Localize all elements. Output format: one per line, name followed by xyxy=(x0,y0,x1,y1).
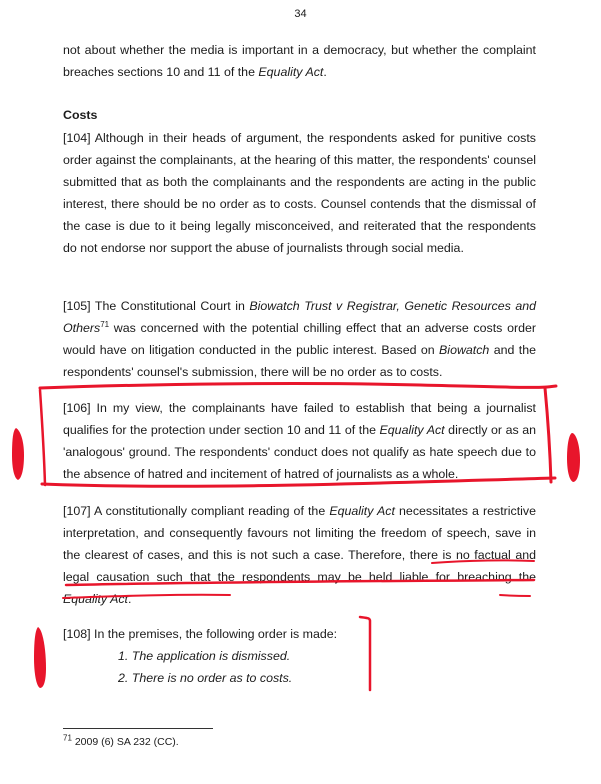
footnote-ref: 71 xyxy=(100,319,110,329)
annotation-box-left xyxy=(40,390,45,485)
annotation-underline-107a xyxy=(432,560,534,563)
order-item-1: 1. The application is dismissed. xyxy=(118,649,291,663)
annotation-mark-left-108 xyxy=(34,627,46,688)
annotation-box-right xyxy=(545,388,551,482)
annotation-mark-right-106 xyxy=(567,433,580,482)
paragraph-105: [105] The Constitutional Court in Biowatch Trust v Registrar, Genetic Resources and Others$^{71}$ was concerned with the potential chilling effect that an adverse costs order would have on litigation conducted in the public interest. Based on Biowatch and the respondents' counsel's submission, there will be no order as to costs. xyxy=(63,299,536,379)
annotation-bracket-108 xyxy=(360,617,370,690)
annotation-underline-107d xyxy=(500,595,530,596)
order-item-2: 2. There is no order as to costs. xyxy=(118,671,293,685)
page-number: 34 xyxy=(294,8,307,20)
annotation-box-bottom xyxy=(42,478,555,486)
order-intro: [108] In the premises, the following order is made: xyxy=(63,627,338,641)
paragraph-106: [106] In my view, the complainants have failed to establish that being a journalist qualifies for the protection under section 10 and 11 of the Equality Act directly or as an 'analogous' ground. The respondents' conduct does not qualify as hate speech due to the absence of hatred and incitement of hatred of journalists as a whole. xyxy=(63,401,536,481)
paragraph-104: [104] Although in their heads of argument, the respondents asked for punitive costs order against the complainants, at the hearing of this matter, the respondents' counsel submitted that as both the complainants and the respondents are acting in the public interest, there should be no order as to costs. Counsel contends that the dismissal of the case is due to it being legally misconceived, and reiterated that the respondents do not endorse nor support the abuse of journalists through social media. xyxy=(63,131,536,255)
annotation-underline-107c xyxy=(63,595,230,598)
costs-heading: Costs xyxy=(63,108,98,122)
annotation-box-top xyxy=(40,384,556,388)
annotation-mark-left-106 xyxy=(12,428,24,480)
annotation-underline-107b xyxy=(66,580,534,585)
footnote-71: $^{71}$ 2009 (6) SA 232 (CC). xyxy=(63,733,179,748)
paragraph-107: [107] A constitutionally compliant reading of the Equality Act necessitates a restrictive interpretation, and consequently favours not limiting the freedom of speech, save in the clearest of cases, and this is not such a case. Therefore, there is no factual and legal causation such that the respondents may be held liable for breaching the Equality Act. xyxy=(63,504,536,606)
paragraph-intro: not about whether the media is important in a democracy, but whether the complaint breaches sections 10 and 11 of the Equality Act. xyxy=(63,43,536,79)
